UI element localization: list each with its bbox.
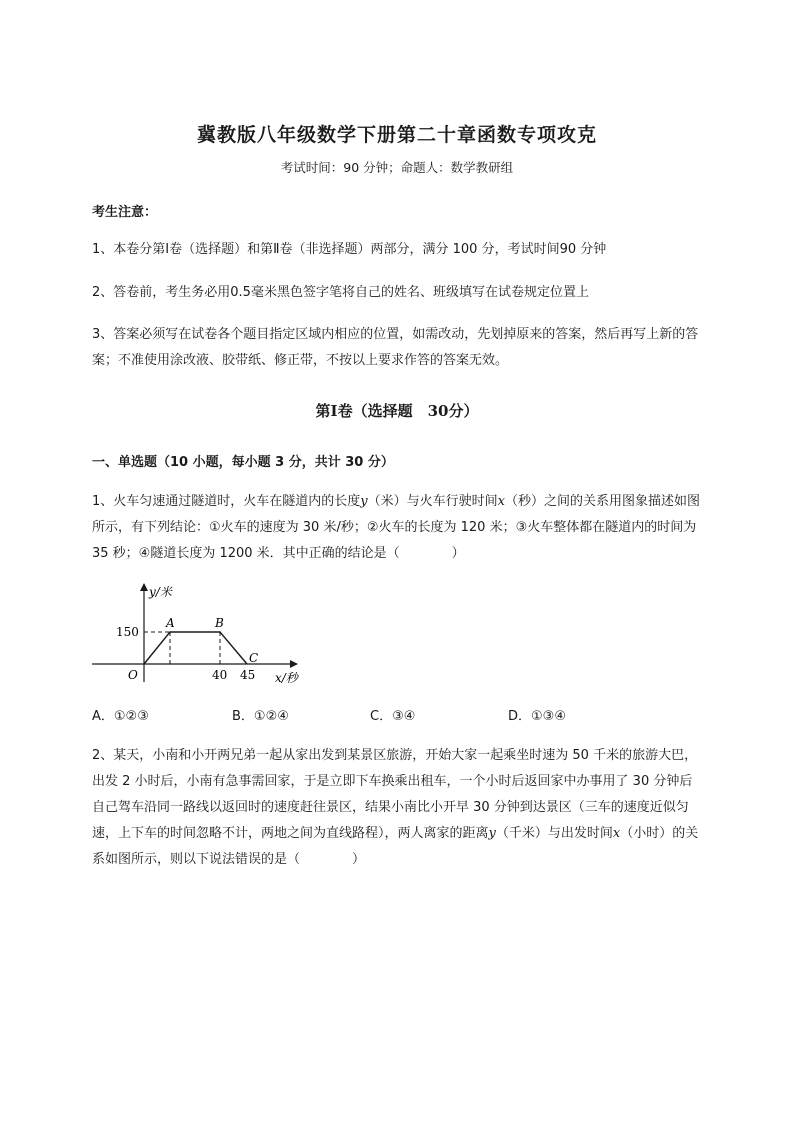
q1-option-a[interactable]: A．①②③: [92, 709, 149, 724]
graph-polyline: [144, 632, 247, 664]
q1-graph: [92, 578, 307, 688]
q1-text-part-3: （秒）之间的关系用图象描述如图所示，有下列结论：①火车的速度为 30 米/秒；②火车的长度为 120 米；③火车整体都在隧道内的时间为 35 秒；④隧道长度为 1200 米．其中正确的结论是（ ）: [92, 494, 701, 561]
q2-var-y: y: [488, 826, 496, 841]
origin-label: O: [128, 668, 138, 682]
q1-option-b[interactable]: B．①②④: [232, 709, 289, 724]
question-1-text: [92, 489, 704, 567]
notice-item-1: 1、本卷分第Ⅰ卷（选择题）和第Ⅱ卷（非选择题）两部分，满分 100 分，考试时间90 分钟: [92, 242, 607, 257]
notice-heading: 考生注意：: [92, 205, 158, 220]
x-axis-label: x/秒: [275, 671, 298, 685]
y-tick-150: 150: [116, 625, 139, 639]
q2-text-part-3: （小时）的关系如图所示，则以下说法错误的是（ ）: [92, 826, 699, 867]
page-subtitle: 考试时间：90 分钟；命题人：数学教研组: [280, 160, 514, 175]
q1-var-y: y: [360, 494, 368, 509]
notice-item-2: 2、答卷前，考生务必用0.5毫米黑色签字笔将自己的姓名、班级填写在试卷规定位置上: [92, 285, 589, 300]
question-2-text: [92, 743, 704, 873]
q1-text-part-1: 1、火车匀速通过隧道时，火车在隧道内的长度: [92, 494, 361, 509]
q1-option-c[interactable]: C．③④: [370, 709, 416, 724]
q1-option-d[interactable]: D．①③④: [508, 709, 566, 724]
page-title: 冀教版八年级数学下册第二十章函数专项攻克: [196, 124, 597, 146]
section-title: 第Ⅰ卷（选择题 30分）: [315, 402, 479, 420]
x-tick-40: 40: [212, 668, 228, 682]
q1-text-part-2: （米）与火车行驶时间: [367, 494, 498, 509]
part-title: 一、单选题（10 小题，每小题 3 分，共计 30 分）: [92, 455, 394, 470]
point-b-label: B: [215, 616, 224, 630]
q2-var-x: x: [612, 826, 621, 841]
point-c-label: C: [249, 651, 259, 665]
point-a-label: A: [166, 616, 175, 630]
y-axis-label: y/米: [149, 585, 172, 599]
notice-item-3: 3、答案必须写在试卷各个题目指定区域内相应的位置，如需改动，先划掉原来的答案，然后再写上新的答案；不准使用涂改液、胶带纸、修正带，不按以上要求作答的答案无效。: [92, 327, 699, 368]
q2-text-part-2: （千米）与出发时间: [495, 826, 613, 841]
q1-var-x: x: [497, 494, 505, 509]
q1-options: [92, 704, 704, 730]
x-tick-45: 45: [240, 668, 256, 682]
q2-text-part-1: 2、某天，小南和小开两兄弟一起从家出发到某景区旅游，开始大家一起乘坐时速为 50 千米的旅游大巴，出发 2 小时后，小南有急事需回家，于是立即下车换乘出租车，一个小时后返回家中办事用了 30 分钟后自己驾车沿同一路线以返回时的速度赶往景区，结果小南比小开早 30 分钟到达景区（三车的速度近似匀速，上下车的时间忽略不计，两地之间为直线路程），两人离家的距离: [92, 748, 698, 841]
